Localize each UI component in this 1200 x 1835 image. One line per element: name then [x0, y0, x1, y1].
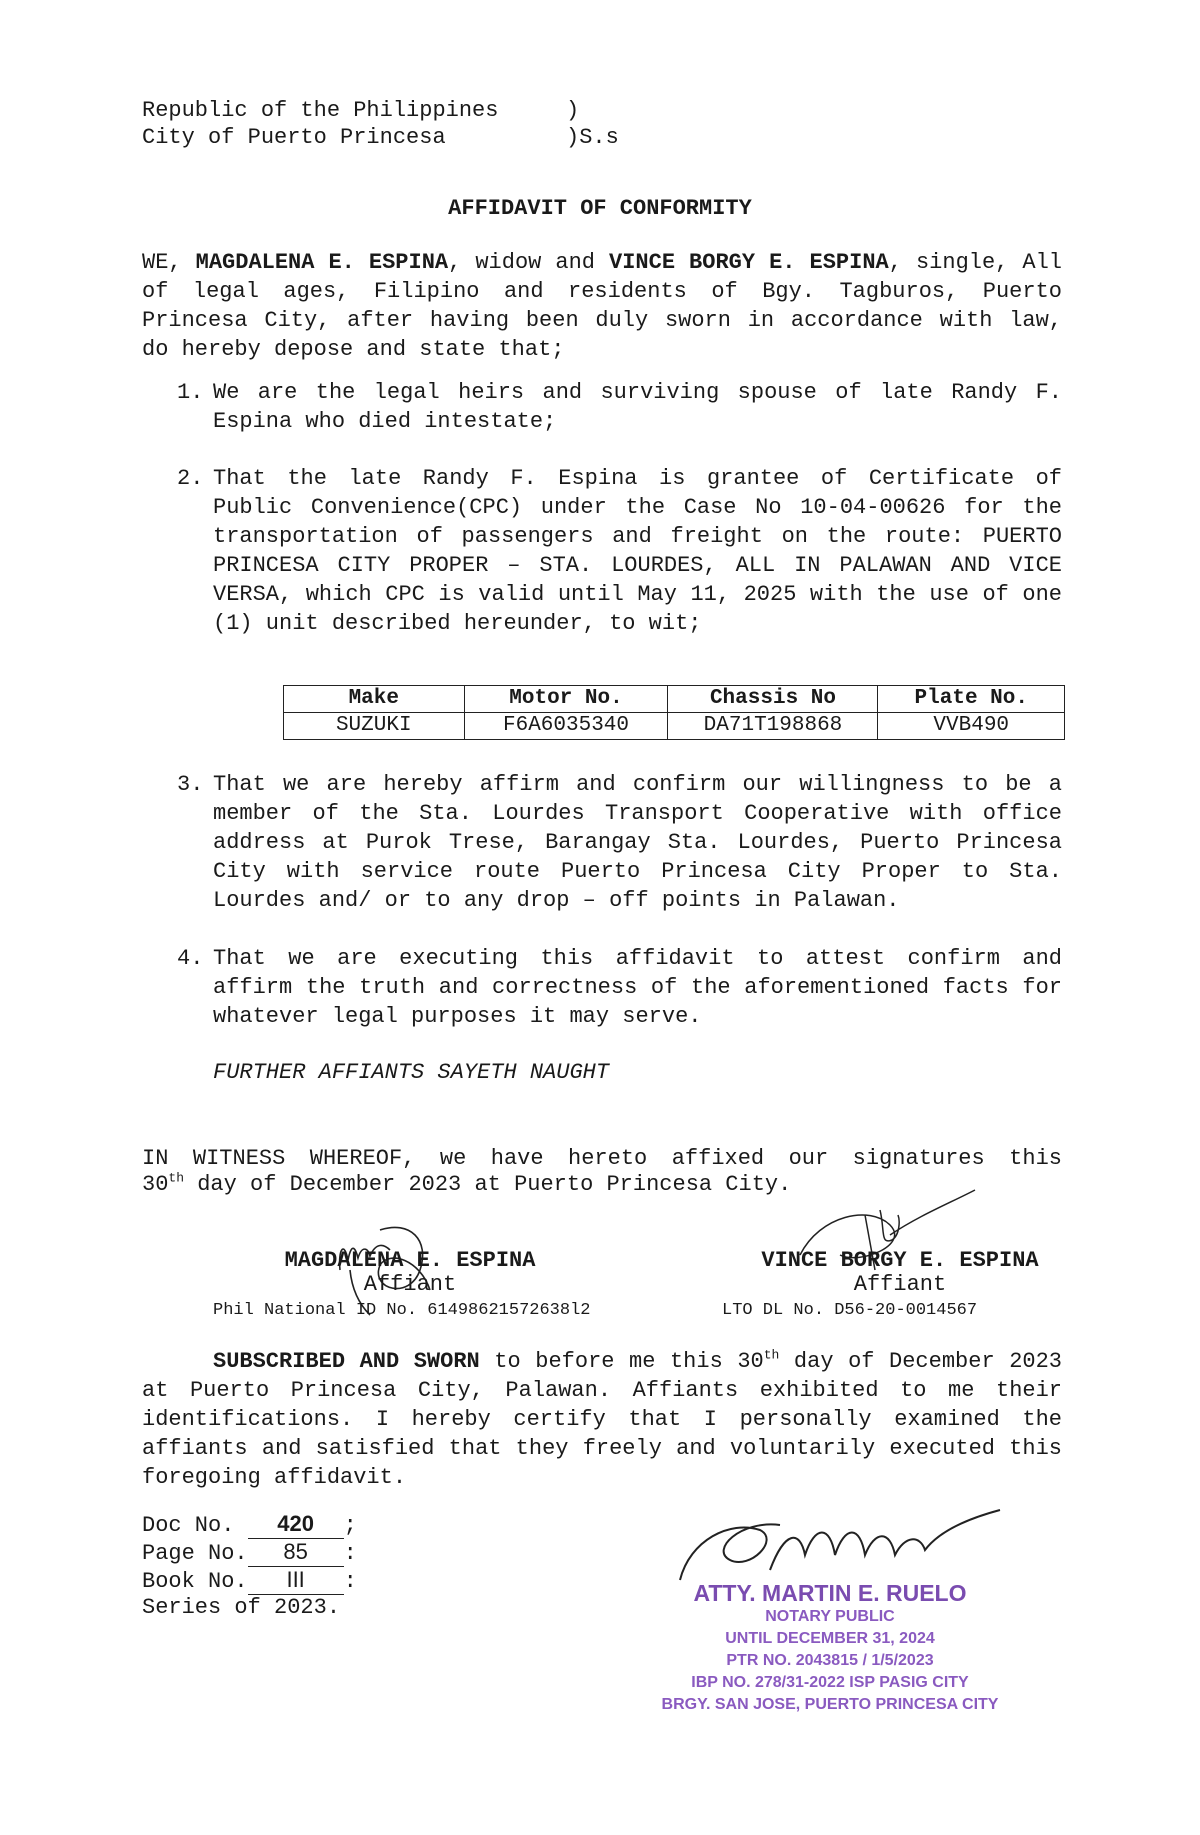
page-no-label: Page No. — [142, 1541, 248, 1566]
page-no-end: : — [343, 1541, 357, 1566]
unit-table — [283, 685, 1065, 740]
jurat-part-2: day of December 2023 at Puerto Princesa City, Palawan. Affiants exhibited to me their identifications. I hereby certify that I personally examined the affiants and satisfied that they freely and voluntarily executed this foregoing affidavit. — [142, 1349, 1063, 1490]
intro-mid: , widow and — [448, 250, 610, 275]
item-number: 1. — [177, 380, 204, 405]
doc-no — [142, 1510, 357, 1540]
notary-stamp-ptr: PTR NO. 2043815 / 1/5/2023 — [726, 1652, 934, 1669]
witness-line-1: IN WITNESS WHEREOF, we have hereto affixed our signatures this — [142, 1146, 1062, 1171]
notary-stamp-ibp: IBP NO. 278/31-2022 ISP PASIG CITY — [691, 1674, 969, 1691]
witness-line-2 — [142, 1171, 791, 1199]
unit-table-header: Make — [284, 686, 465, 713]
affiant-id — [213, 1297, 590, 1325]
item-number: 2. — [177, 466, 204, 491]
unit-table-header: Motor No. — [464, 686, 668, 713]
unit-table-cell: F6A6035340 — [464, 713, 668, 740]
venue-paren-1: ) — [566, 98, 580, 123]
unit-table-header: Plate No. — [878, 686, 1065, 713]
page-no — [142, 1538, 357, 1568]
further-affiants-text: FURTHER AFFIANTS SAYETH NAUGHT — [213, 1060, 610, 1085]
jurat-day: 30 — [737, 1349, 764, 1374]
affiant-id-value: D56-20-0014567 — [834, 1301, 978, 1320]
affiant-name-1: MAGDALENA E. ESPINA — [195, 250, 449, 275]
item-text: That we are hereby affirm and confirm our willingness to be a member of the Sta. Lourdes Transport Cooperative with office address at Purok Trese, Barangay Sta. Lourdes, Puerto Princesa City with service route Puerto Princesa City Proper to Sta. Lourdes and/ or to any drop – off points in Palawan. — [213, 772, 1062, 913]
book-no — [142, 1566, 357, 1596]
venue-line-1: Republic of the Philippines — [142, 98, 499, 123]
book-no-end: : — [343, 1569, 357, 1594]
jurat-day-suffix: th — [763, 1347, 780, 1363]
witness-day: 30 — [142, 1172, 169, 1197]
affiant-signature-name: MAGDALENA E. ESPINA — [284, 1248, 536, 1273]
item-number: 4. — [177, 946, 204, 971]
item-text: We are the legal heirs and surviving spouse of late Randy F. Espina who died intestate; — [213, 380, 1062, 434]
doc-no-label: Doc No. — [142, 1513, 235, 1538]
affiant-role: Affiant — [363, 1272, 457, 1297]
book-no-label: Book No. — [142, 1569, 248, 1594]
book-no-value: III — [248, 1566, 344, 1595]
notary-stamp-name: ATTY. MARTIN E. RUELO — [693, 1580, 967, 1606]
doc-no-value: 420 — [248, 1510, 344, 1539]
jurat-lead: SUBSCRIBED AND SWORN — [213, 1349, 480, 1374]
unit-table-header: Chassis No — [668, 686, 878, 713]
item-number: 3. — [177, 772, 204, 797]
witness-line-2-rest: day of December 2023 at Puerto Princesa City. — [184, 1172, 792, 1197]
notary-stamp-title: NOTARY PUBLIC — [765, 1608, 895, 1625]
intro-we: WE, — [142, 250, 196, 275]
unit-table-row — [284, 713, 1065, 740]
unit-table-cell: DA71T198868 — [668, 713, 878, 740]
affiant-signature-name: VINCE BORGY E. ESPINA — [761, 1248, 1039, 1273]
affiant-id-value: 61498621572638l2 — [427, 1301, 591, 1320]
unit-table-cell: SUZUKI — [284, 713, 465, 740]
unit-table-cell: VVB490 — [878, 713, 1065, 740]
page-no-value: 85 — [248, 1538, 344, 1567]
item-text: That the late Randy F. Espina is grantee of Certificate of Public Convenience(CPC) under the Case No 10-04-00626 for the transportation of passengers and freight on the route: PUERTO PRINCESA CITY PROPER – STA. LOURDES, ALL IN PALAWAN AND VICE VERSA, which CPC is valid until May 11, 2025 with the use of one (1) unit described hereunder, to wit; — [213, 466, 1062, 636]
affiant-id — [722, 1297, 977, 1325]
notary-stamp-until: UNTIL DECEMBER 31, 2024 — [725, 1630, 935, 1647]
doc-no-end: ; — [343, 1513, 357, 1538]
series-year: Series of 2023. — [142, 1595, 341, 1620]
unit-table-header-row — [284, 686, 1065, 713]
venue-paren-2: )S.s — [566, 125, 619, 150]
affiant-id-label: Phil National ID No. — [213, 1301, 418, 1320]
witness-day-suffix: th — [168, 1170, 185, 1186]
intro-rest: , single, All of legal ages, Filipino and residents of Bgy. Tagburos, Puerto Princesa City, after having been duly sworn in accordance with law, do hereby depose and state that; — [142, 250, 1063, 362]
intro-paragraph — [142, 248, 1062, 364]
affiant-role: Affiant — [853, 1272, 947, 1297]
affiant-name-2: VINCE BORGY E. ESPINA — [609, 250, 889, 275]
jurat-paragraph — [142, 1347, 1062, 1492]
affiant-id-label: LTO DL No. — [722, 1301, 825, 1320]
jurat-part-1: to before me this — [479, 1349, 738, 1374]
venue-line-2: City of Puerto Princesa — [142, 125, 446, 150]
item-text: That we are executing this affidavit to attest confirm and affirm the truth and correctness of the aforementioned facts for whatever legal purposes it may serve. — [213, 946, 1062, 1029]
document-title: AFFIDAVIT OF CONFORMITY — [448, 196, 752, 221]
notary-stamp-brgy: BRGY. SAN JOSE, PUERTO PRINCESA CITY — [661, 1696, 999, 1713]
